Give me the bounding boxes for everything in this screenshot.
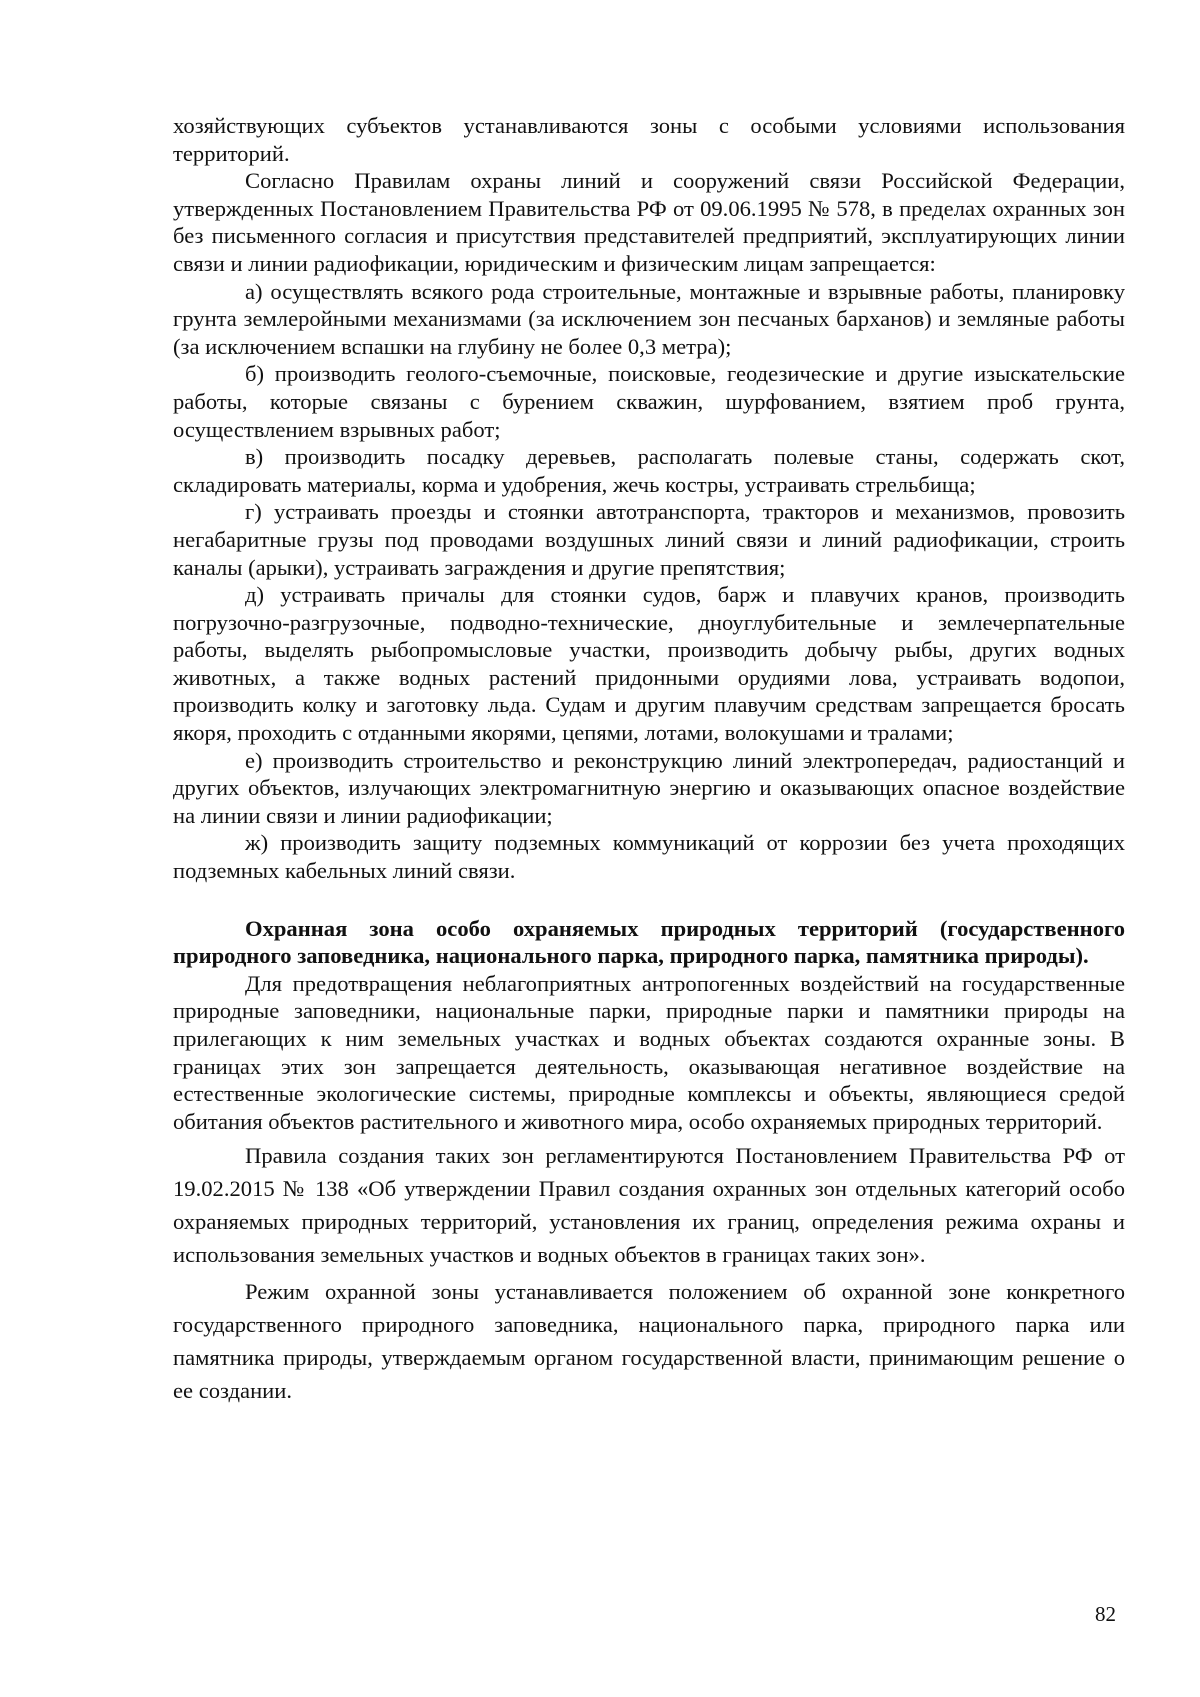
- document-page: [173, 112, 1125, 1407]
- paragraph-continuation: хозяйствующих субъектов устанавливаются зоны с особыми условиями использования территорий.: [173, 113, 1125, 166]
- list-item-v: в) производить посадку деревьев, располагать полевые станы, содержать скот, складировать материалы, корма и удобрения, жечь костры, устраивать стрельбища;: [173, 444, 1125, 497]
- section-spacer: [173, 885, 1125, 915]
- paragraph-regulation: Правила создания таких зон регламентируются Постановлением Правительства РФ от 19.02.2015 № 138 «Об утверждении Правил создания охранных зон отдельных категорий особо охраняемых природных территорий, установления их границ, определения режима охраны и использования земельных участков и водных объектов в границах таких зон».: [173, 1143, 1125, 1268]
- list-item-g: г) устраивать проезды и стоянки автотранспорта, тракторов и механизмов, провозить негабаритные грузы под проводами воздушных линий связи и линий радиофикации, строить каналы (арыки), устраивать заграждения и другие препятствия;: [173, 499, 1125, 580]
- list-item-d: д) устраивать причалы для стоянки судов, барж и плавучих кранов, производить погрузочно-разгрузочные, подводно-технические, дноуглубительные и землечерпательные работы, выделять рыбопромысловые участки, производить добычу рыбы, других водных животных, а также водных растений придонными орудиями лова, устраивать водопои, производить колку и заготовку льда. Судам и другим плавучим средствам запрещается бросать якоря, проходить с отданными якорями, цепями, лотами, волокушами и тралами;: [173, 582, 1125, 746]
- list-item-e: е) производить строительство и реконструкцию линий электропередач, радиостанций и других объектов, излучающих электромагнитную энергию и оказывающих опасное воздействие на линии связи и линии радиофикации;: [173, 747, 1125, 828]
- paragraph-regime: Режим охранной зоны устанавливается положением об охранной зоне конкретного государственного природного заповедника, национального парка, природного парка или памятника природы, утверждаемым органом государственной власти, принимающим решение о ее создании.: [173, 1279, 1125, 1404]
- list-item-b: б) производить геолого-съемочные, поисковые, геодезические и другие изыскательские работы, которые связаны с бурением скважин, шурфованием, взятием проб грунта, осуществлением взрывных работ;: [173, 361, 1125, 442]
- section-heading: Охранная зона особо охраняемых природных территорий (государственного природного заповедника, национального парка, природного парка, памятника природы).: [173, 915, 1125, 969]
- paragraph-protection-zones: Для предотвращения неблагоприятных антропогенных воздействий на государственные природные заповедники, национальные парки, природные парки и памятники природы на прилегающих к ним земельных участках и водных объектах создаются охранные зоны. В границах этих зон запрещается деятельность, оказывающая негативное воздействие на естественные экологические системы, природные комплексы и объекты, являющиеся средой обитания объектов растительного и животного мира, особо охраняемых природных территорий.: [173, 970, 1125, 1134]
- list-item-a: а) осуществлять всякого рода строительные, монтажные и взрывные работы, планировку грунта землеройными механизмами (за исключением зон песчаных барханов) и земляные работы (за исключением вспашки на глубину не более 0,3 метра);: [173, 278, 1125, 359]
- list-item-zh: ж) производить защиту подземных коммуникаций от коррозии без учета проходящих подземных кабельных линий связи.: [173, 830, 1125, 884]
- paragraph-rules-intro: Согласно Правилам охраны линий и сооружений связи Российской Федерации, утвержденных Постановлением Правительства РФ от 09.06.1995 № 578, в пределах охранных зон без письменного согласия и присутствия представителей предприятий, эксплуатирующих линии связи и линии радиофикации, юридическим и физическим лицам запрещается:: [173, 168, 1125, 276]
- page-number: 82: [1095, 1602, 1116, 1626]
